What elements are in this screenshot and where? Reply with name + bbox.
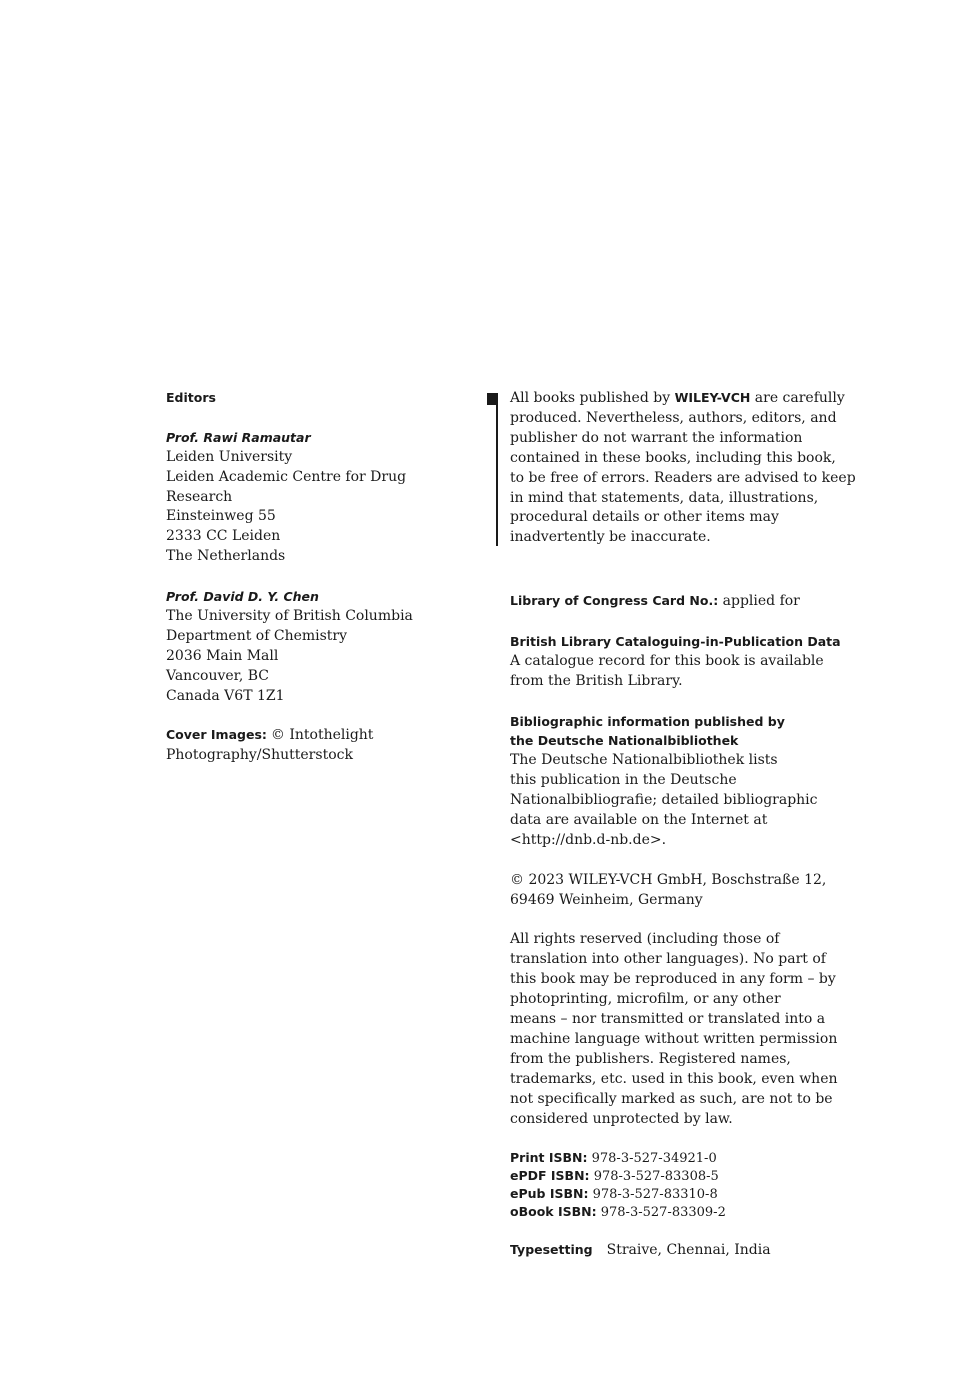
editor-2-line: The University of British Columbia bbox=[166, 607, 413, 624]
isbn-value: 978-3-527-34921-0 bbox=[587, 1151, 717, 1167]
editor-2-line: Vancouver, BC bbox=[166, 667, 269, 684]
cover-credit-line-2: Photography/Shutterstock bbox=[166, 747, 353, 764]
british-library-heading: British Library Cataloguing-in-Publication Data bbox=[510, 633, 841, 649]
editor-1-line: Einsteinweg 55 bbox=[166, 508, 276, 525]
dnb-heading-2: the Deutsche Nationalbibliothek bbox=[510, 733, 739, 749]
isbn-row bbox=[510, 1185, 840, 1203]
editors-column bbox=[166, 388, 466, 766]
cover-credit bbox=[166, 726, 466, 766]
loc-card-line bbox=[510, 592, 840, 612]
dnb-url: <http://dnb.d-nb.de>. bbox=[510, 831, 667, 848]
editor-1-line: Research bbox=[166, 488, 233, 505]
rights-line: All rights reserved (including those of bbox=[510, 931, 780, 948]
disclaimer-line: produced. Nevertheless, authors, editors, and bbox=[510, 409, 837, 426]
dnb-line: Nationalbibliografie; detailed bibliographic bbox=[510, 792, 818, 809]
isbn-label: oBook ISBN: bbox=[510, 1204, 597, 1220]
editors-heading: Editors bbox=[166, 390, 216, 405]
isbn-block bbox=[510, 1149, 840, 1221]
isbn-row bbox=[510, 1167, 840, 1185]
editor-2-name: Prof. David D. Y. Chen bbox=[166, 589, 319, 605]
disclaimer-marker-bar bbox=[496, 393, 498, 546]
disclaimer-line: contained in these books, including this book, bbox=[510, 449, 836, 466]
rights-line: this book may be reproduced in any form – by bbox=[510, 971, 836, 988]
dnb-block bbox=[510, 712, 840, 851]
typesetting-value: Straive, Chennai, India bbox=[606, 1242, 771, 1259]
editor-2-line: Canada V6T 1Z1 bbox=[166, 687, 285, 704]
cover-label: Cover Images: bbox=[166, 727, 267, 743]
editor-2-line: Department of Chemistry bbox=[166, 627, 348, 644]
editor-1-name: Prof. Rawi Ramautar bbox=[166, 429, 311, 445]
copyright-line: © 2023 WILEY-VCH GmbH, Boschstraße 12, bbox=[510, 871, 827, 888]
isbn-value: 978-3-527-83309-2 bbox=[596, 1205, 726, 1221]
rights-line: trademarks, etc. used in this book, even when bbox=[510, 1070, 838, 1087]
isbn-label: ePub ISBN: bbox=[510, 1186, 589, 1202]
typesetting-line bbox=[510, 1241, 840, 1261]
disclaimer-line: procedural details or other items may bbox=[510, 509, 779, 526]
publisher-brand: WILEY-VCH bbox=[674, 390, 751, 405]
isbn-value: 978-3-527-83310-8 bbox=[588, 1187, 718, 1203]
rights-line: machine language without written permission bbox=[510, 1031, 838, 1048]
editor-1-line: Leiden University bbox=[166, 448, 293, 465]
rights-line: from the publishers. Registered names, bbox=[510, 1050, 791, 1067]
editor-1-line: 2333 CC Leiden bbox=[166, 528, 281, 545]
rights-line: considered unprotected by law. bbox=[510, 1110, 733, 1127]
isbn-label: ePDF ISBN: bbox=[510, 1168, 590, 1184]
editor-1-block bbox=[166, 428, 466, 567]
rights-line: translation into other languages). No part of bbox=[510, 951, 826, 968]
disclaimer-line: to be free of errors. Readers are advised to keep bbox=[510, 469, 856, 486]
editor-2-line: 2036 Main Mall bbox=[166, 647, 279, 664]
dnb-heading: Bibliographic information published by bbox=[510, 713, 785, 729]
british-library-line: A catalogue record for this book is available bbox=[510, 652, 824, 669]
british-library-line: from the British Library. bbox=[510, 672, 683, 689]
editor-2-block bbox=[166, 587, 466, 706]
typesetting-label: Typesetting bbox=[510, 1242, 593, 1258]
disclaimer-line: in mind that statements, data, illustrations, bbox=[510, 489, 819, 506]
british-library-block bbox=[510, 632, 840, 692]
isbn-label: Print ISBN: bbox=[510, 1150, 588, 1166]
isbn-row bbox=[510, 1203, 840, 1221]
disclaimer-pre: All books published by bbox=[510, 390, 675, 406]
rights-line: means – nor transmitted or translated into a bbox=[510, 1011, 826, 1028]
imprint-column bbox=[510, 388, 856, 1261]
rights-line: photoprinting, microfilm, or any other bbox=[510, 991, 781, 1008]
editor-1-line: The Netherlands bbox=[166, 548, 286, 565]
disclaimer-block bbox=[510, 388, 856, 548]
disclaimer-post: are carefully bbox=[750, 390, 845, 406]
isbn-row bbox=[510, 1149, 840, 1167]
disclaimer-line: inadvertently be inaccurate. bbox=[510, 529, 711, 546]
copyright-line: 69469 Weinheim, Germany bbox=[510, 891, 703, 908]
editor-1-line: Leiden Academic Centre for Drug bbox=[166, 468, 407, 485]
isbn-value: 978-3-527-83308-5 bbox=[589, 1169, 719, 1185]
dnb-line: this publication in the Deutsche bbox=[510, 772, 737, 789]
loc-value: applied for bbox=[718, 593, 800, 610]
dnb-line: data are available on the Internet at bbox=[510, 812, 768, 829]
rights-line: not specifically marked as such, are not to be bbox=[510, 1090, 833, 1107]
dnb-line: The Deutsche Nationalbibliothek lists bbox=[510, 752, 778, 769]
copyright-block bbox=[510, 871, 840, 911]
disclaimer-line: publisher do not warrant the information bbox=[510, 429, 803, 446]
loc-label: Library of Congress Card No.: bbox=[510, 593, 719, 609]
cover-credit-line: © Intothelight bbox=[270, 727, 374, 744]
rights-block bbox=[510, 930, 840, 1129]
